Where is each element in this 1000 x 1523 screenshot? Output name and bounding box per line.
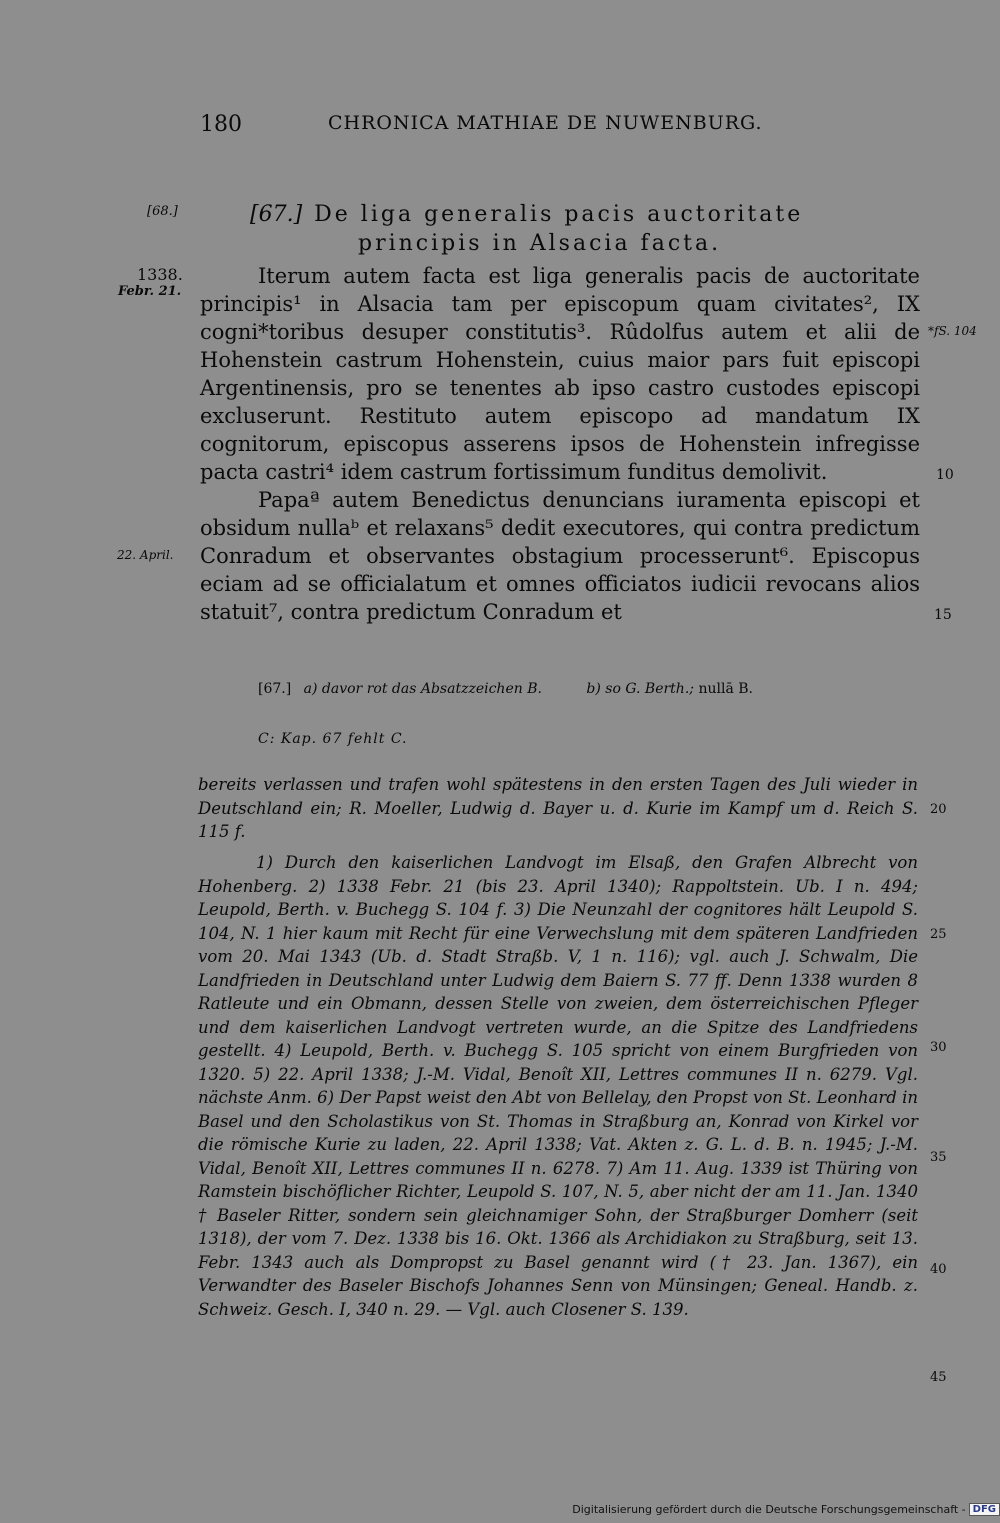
footnote-continuation — [198, 773, 918, 844]
line-number-30: 30 — [930, 1040, 947, 1055]
footnotes-text: 1) Durch den kaiserlichen Landvogt im Elsaß, den Grafen Albrecht von Hohenberg. 2) 1338 Febr. 21 (bis 23. April 1340); Rappoltstein. Ub. I n. 494; Leupold, Berth. v. Buchegg S. 104 f. 3) Die Neunzahl der cognitores hält Leupold S. 104, N. 1 hier kaum mit Recht für eine Verwechslung mit dem späteren Landfrieden vom 20. Mai 1343 (Ub. d. Stadt Straßb. V, 1 n. 116); vgl. auch J. Schwalm, Die Landfrieden in Deutschland unter Ludwig dem Baiern S. 77 ff. Denn 1338 wurden 8 Ratleute und ein Obmann, dessen Stelle von zweien, dem österreichischen Pfleger und dem kaiserlichen Landvogt vertreten wurde, an die Spitze des Landfriedens gestellt. 4) Leupold, Berth. v. Buchegg S. 105 spricht von einem Burgfrieden von 1320. 5) 22. April 1338; J.-M. Vidal, Benoît XII, Lettres communes II n. 6279. Vgl. nächste Anm. 6) Der Papst weist den Abt von Bellelay, den Propst von St. Leonhard in Basel und den Scholastikus von St. Thomas in Straßburg an, Konrad von Kirkel vor die römische Kurie zu laden, 22. April 1338; Vat. Akten z. G. L. d. B. n. 1945; J.-M. Vidal, Benoît XII, Lettres communes II n. 6278. 7) Am 11. Aug. 1339 ist Thüring von Ramstein bischöflicher Richter, Leupold S. 107, N. 5, aber nicht der am 11. Jan. 1340 † Baseler Ritter, sondern sein gleichnamiger Sohn, der Straßburger Domherr (seit 1318), der vom 7. Dez. 1338 bis 16. Okt. 1366 als Archidiakon zu Straßburg, seit 13. Febr. 1343 auch als Dompropst zu Basel genannt wird († 23. Jan. 1367), ein Verwandter des Baseler Bischofs Johannes Senn von Münsingen; Geneal. Handb. z. Schweiz. Gesch. I, 340 n. 29. — Vgl. auch Closener S. 139. — [198, 853, 918, 1319]
chapter-number: [67.] — [250, 202, 303, 227]
page-header — [200, 112, 920, 148]
main-text — [200, 262, 920, 626]
apparatus-note-c: C: Kap. 67 fehlt C. — [258, 731, 408, 747]
margin-ref-right: *fS. 104 — [928, 324, 977, 338]
paragraph-2: Papaª autem Benedictus denuncians iuramenta episcopi et obsidum nullaᵇ et relaxans⁵ dedit executores, qui contra predictum Conradum et observantes obstagium processerunt⁶. Episcopus eciam ad se officialatum et omnes officiatos iudicii revocans alios statuit⁷, contra predictum Conradum et — [200, 488, 920, 624]
footer-text: Digitalisierung gefördert durch die Deutsche Forschungsgemeinschaft - — [572, 1503, 966, 1516]
apparatus-label: [67.] — [258, 681, 292, 697]
line-number-35: 35 — [930, 1150, 947, 1165]
paragraph-1: Iterum autem facta est liga generalis pacis de auctoritate principis¹ in Alsacia tam per episcopum quam civitates², IX cogni*toribus desuper constitutis³. Rûdolfus autem et alii de Hohenstein castrum Hohenstein, cuius maior pars fuit episcopi Argentinensis, pro se tenentes ab ipso castro custodes episcopi excluserunt. Restituto autem episcopo ad mandatum IX cognitorum, episcopus asserens ipsos de Hohenstein infregisse pacta castri⁴ idem castrum fortissimum funditus demolivit. — [200, 264, 920, 484]
line-number-40: 40 — [930, 1262, 947, 1277]
margin-date-april: 22. April. — [117, 548, 174, 562]
chapter-title-line2: principis in Alsacia facta. — [358, 231, 722, 256]
critical-apparatus — [258, 681, 918, 697]
running-title: CHRONICA MATHIAE DE NUWENBURG. — [328, 112, 763, 134]
chapter-title-line1: De liga generalis pacis auctoritate — [314, 202, 804, 227]
chapter-title — [250, 200, 930, 258]
line-number-15: 15 — [934, 607, 952, 623]
line-number-25: 25 — [930, 927, 947, 942]
page-number: 180 — [200, 112, 242, 137]
apparatus-note-a: a) davor rot das Absatzzeichen B. — [303, 681, 542, 697]
footnotes — [198, 851, 918, 1321]
margin-chapter-old: [68.] — [147, 204, 178, 219]
footnote-cont-text: bereits verlassen und trafen wohl spätestens in den ersten Tagen des Juli wieder in Deutschland ein; R. Moeller, Ludwig d. Bayer u. d. Kurie im Kampf um d. Reich S. 115 f. — [198, 775, 918, 841]
margin-year: 1338. — [137, 265, 183, 284]
line-number-45: 45 — [930, 1370, 947, 1385]
apparatus-note-b-reading: nullā B. — [698, 681, 753, 697]
apparatus-note-b: b) so G. Berth.; — [586, 681, 694, 697]
line-number-10: 10 — [936, 467, 954, 483]
footer-credit — [572, 1503, 1000, 1516]
margin-date-feb: Febr. 21. — [118, 284, 182, 299]
line-number-20: 20 — [930, 802, 947, 817]
dfg-logo-icon: DFG — [969, 1503, 1000, 1516]
